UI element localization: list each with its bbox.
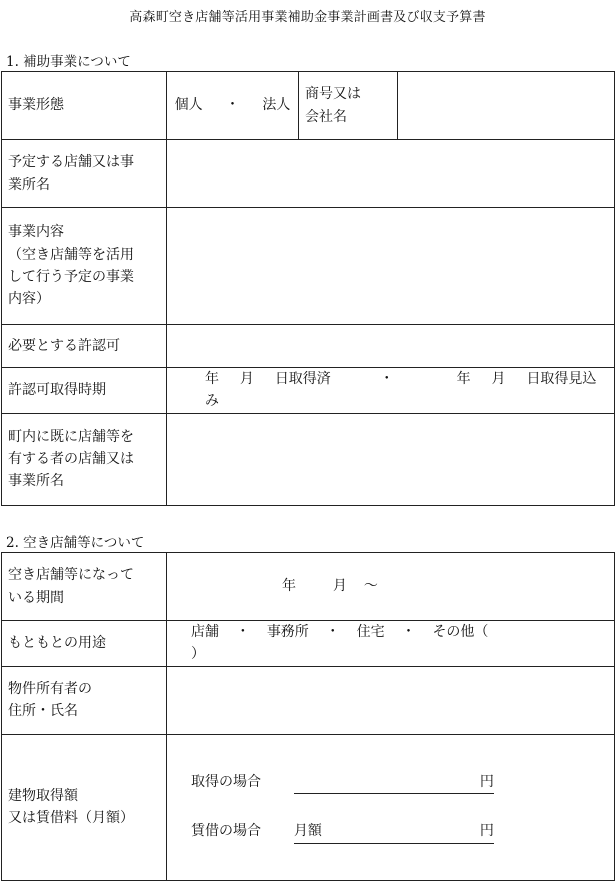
row-owner: [2, 666, 615, 734]
use-store[interactable]: 店舗: [191, 624, 219, 640]
acquired-day: 日取得済: [274, 371, 331, 387]
planned-store-field[interactable]: [167, 140, 615, 208]
vacancy-tilde: ～: [363, 578, 378, 594]
row-building-cost: [2, 734, 615, 880]
acquired-year: 年: [205, 371, 219, 387]
existing-store-label-line1: 町内に既に店舗等を: [8, 428, 134, 445]
acquisition-row: [191, 771, 608, 794]
business-content-field[interactable]: [167, 208, 615, 325]
building-cost-label-line2: 又は賃借料（月額）: [8, 810, 134, 827]
business-content-label-line1: 事業内容: [8, 224, 64, 241]
owner-label-line2: 住所・氏名: [8, 703, 78, 720]
row-business-form: [2, 72, 615, 140]
business-content-label-line3: して行う予定の事業: [8, 269, 134, 285]
expected-month: 月: [491, 371, 506, 387]
expected-day: 日取得見込み: [205, 371, 597, 410]
building-cost-label-line1: 建物取得額: [8, 787, 78, 804]
document-title: 高森町空き店舗等活用事業補助金事業計画書及び収支予算書: [129, 10, 486, 25]
acquired-month: 月: [239, 371, 254, 387]
vacancy-period-label: [2, 553, 167, 621]
row-required-permit: [2, 325, 615, 368]
separator-dot: ・: [379, 371, 394, 387]
original-use-options[interactable]: [167, 621, 615, 667]
separator-dot: ・: [225, 97, 240, 114]
vacancy-year: 年: [282, 578, 296, 594]
required-permit-label: 必要とする許認可: [2, 325, 167, 368]
permit-timing-field[interactable]: [167, 368, 615, 414]
existing-store-label-line2: 有する者の店舗又は: [8, 451, 134, 468]
building-cost-field: [167, 734, 615, 880]
expected-year: 年: [456, 371, 471, 387]
vacancy-period-label-line1: 空き店舗等になって: [8, 567, 134, 584]
business-form-label: 事業形態: [2, 72, 167, 140]
vacancy-period-label-line2: いる期間: [8, 589, 64, 606]
owner-label: [2, 666, 167, 734]
planned-store-label-line1: 予定する店舗又は事: [8, 154, 134, 171]
required-permit-field[interactable]: [167, 325, 615, 368]
original-use-label: もともとの用途: [2, 621, 167, 667]
acquisition-amount-field[interactable]: [294, 771, 494, 794]
owner-field[interactable]: [167, 666, 615, 734]
option-corporation[interactable]: 法人: [262, 97, 291, 114]
vacancy-period-field[interactable]: [167, 553, 615, 621]
section1-heading: 1. 補助事業について: [6, 54, 131, 70]
business-form-options[interactable]: [167, 72, 299, 140]
row-original-use: [2, 621, 615, 667]
planned-store-label: [2, 140, 167, 208]
separator-dot: ・: [325, 624, 340, 640]
planned-store-label-line2: 業所名: [8, 176, 50, 193]
business-content-label: [2, 208, 167, 325]
rental-amount-field[interactable]: [294, 820, 494, 843]
trade-name-label-line1: 商号又は: [305, 86, 361, 103]
vacancy-month: 月: [332, 578, 347, 594]
use-other-close: ）: [191, 646, 205, 663]
existing-store-label-line3: 事業所名: [8, 473, 64, 490]
permit-timing-label: 許認可取得時期: [2, 368, 167, 414]
use-other[interactable]: その他（: [432, 624, 489, 640]
building-cost-label: [2, 734, 167, 880]
separator-dot: ・: [401, 624, 416, 640]
row-business-content: [2, 208, 615, 325]
use-house[interactable]: 住宅: [356, 624, 385, 640]
trade-name-field[interactable]: [398, 72, 615, 140]
acquisition-yen: 円: [479, 773, 494, 790]
acquisition-label: 取得の場合: [191, 773, 261, 790]
option-individual[interactable]: 個人: [174, 97, 203, 114]
row-vacancy-period: [2, 553, 615, 621]
use-office[interactable]: 事務所: [266, 624, 309, 640]
rental-row: [191, 820, 608, 843]
rental-label: 賃借の場合: [191, 823, 261, 840]
rental-monthly: 月額: [293, 823, 322, 840]
trade-name-label-line2: 会社名: [305, 108, 347, 125]
business-content-label-line2: （空き店舗等を活用: [8, 246, 134, 263]
section2-heading: 2. 空き店舗等について: [6, 535, 145, 551]
existing-store-label: [2, 413, 167, 505]
rental-yen: 円: [479, 823, 494, 840]
existing-store-field[interactable]: [167, 413, 615, 505]
section2-table: [1, 552, 615, 881]
row-permit-timing: [2, 368, 615, 414]
row-planned-store: [2, 140, 615, 208]
business-content-label-line4: 内容）: [8, 291, 50, 308]
separator-dot: ・: [235, 624, 250, 640]
owner-label-line1: 物件所有者の: [8, 680, 92, 697]
section1-table: [1, 71, 615, 506]
trade-name-label: [299, 72, 398, 140]
row-existing-store: [2, 413, 615, 505]
